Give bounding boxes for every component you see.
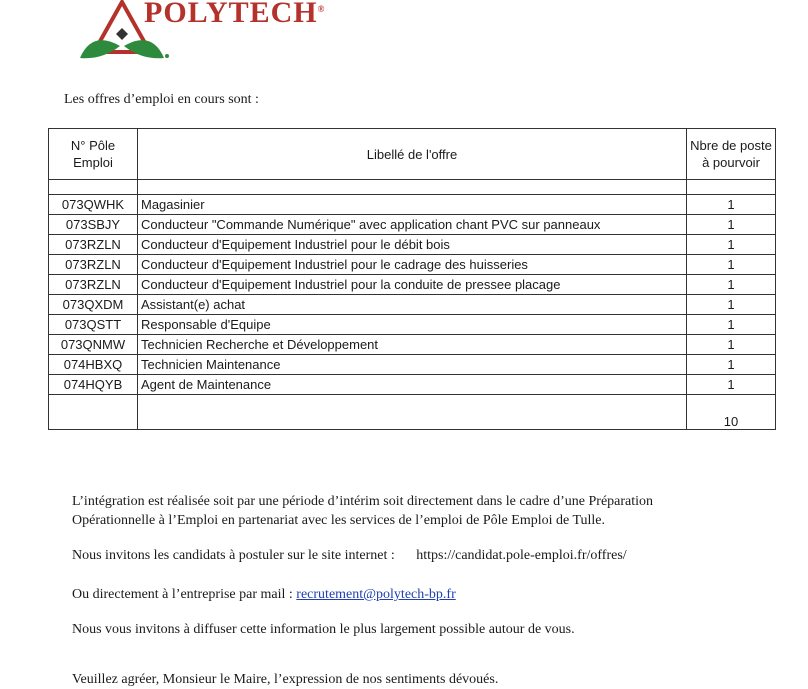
share-paragraph: Nous vous invitons à diffuser cette information le plus largement possible autour de vous.	[72, 622, 575, 637]
header-label: Libellé de l'offre	[138, 129, 687, 180]
header-count: Nbre de poste à pourvoir	[687, 129, 776, 180]
table-row	[49, 355, 776, 375]
mail-text: Ou directement à l’entreprise par mail :	[72, 587, 293, 602]
offer-count: 1	[687, 375, 776, 395]
table-row	[49, 375, 776, 395]
offer-label: Conducteur d'Equipement Industriel pour le débit bois	[138, 235, 687, 255]
offer-label: Conducteur "Commande Numérique" avec application chant PVC sur panneaux	[138, 215, 687, 235]
total-count: 10	[687, 395, 776, 430]
mail-paragraph	[72, 585, 456, 604]
offer-label: Responsable d'Equipe	[138, 315, 687, 335]
offer-code: 073QNMW	[49, 335, 138, 355]
table-row	[49, 195, 776, 215]
offer-count: 1	[687, 235, 776, 255]
offer-count: 1	[687, 295, 776, 315]
offer-code: 073RZLN	[49, 275, 138, 295]
offer-count: 1	[687, 275, 776, 295]
offer-count: 1	[687, 255, 776, 275]
integration-paragraph: L’intégration est réalisée soit par une période d’intérim soit directement dans le cadre d’une Préparation Opérationnelle à l’Emploi en partenariat avec les services de l’emploi de Pôle Emploi de Tulle.	[72, 494, 654, 528]
company-name: POLYTECH®	[144, 0, 326, 29]
offer-code: 073RZLN	[49, 255, 138, 275]
table-row	[49, 315, 776, 335]
table-row	[49, 275, 776, 295]
header-code: N° Pôle Emploi	[49, 129, 138, 180]
offer-code: 073QWHK	[49, 195, 138, 215]
company-logo	[72, 0, 372, 66]
offer-code: 074HQYB	[49, 375, 138, 395]
offer-label: Agent de Maintenance	[138, 375, 687, 395]
offer-label: Assistant(e) achat	[138, 295, 687, 315]
table-row	[49, 295, 776, 315]
table-row	[49, 215, 776, 235]
offer-count: 1	[687, 195, 776, 215]
invite-paragraph	[72, 546, 627, 565]
offer-label: Technicien Maintenance	[138, 355, 687, 375]
table-row	[49, 255, 776, 275]
closing-paragraph: Veuillez agréer, Monsieur le Maire, l’expression de nos sentiments dévoués.	[72, 672, 499, 687]
table-header-row	[49, 129, 776, 180]
offer-count: 1	[687, 315, 776, 335]
offer-code: 074HBXQ	[49, 355, 138, 375]
offer-code: 073QSTT	[49, 315, 138, 335]
offer-count: 1	[687, 355, 776, 375]
offer-label: Conducteur d'Equipement Industriel pour le cadrage des huisseries	[138, 255, 687, 275]
offer-count: 1	[687, 335, 776, 355]
offer-code: 073SBJY	[49, 215, 138, 235]
recruitment-email-link[interactable]: recrutement@polytech-bp.fr	[296, 587, 456, 602]
offer-label: Magasinier	[138, 195, 687, 215]
job-offers-table	[48, 128, 776, 430]
invite-text: Nous invitons les candidats à postuler sur le site internet :	[72, 548, 395, 563]
table-total-row	[49, 395, 776, 430]
offer-label: Conducteur d'Equipement Industriel pour la conduite de pressee placage	[138, 275, 687, 295]
offer-count: 1	[687, 215, 776, 235]
application-url[interactable]: https://candidat.pole-emploi.fr/offres/	[416, 548, 627, 563]
table-spacer-row	[49, 180, 776, 195]
table-row	[49, 335, 776, 355]
intro-text: Les offres d’emploi en cours sont :	[64, 92, 259, 107]
offer-code: 073QXDM	[49, 295, 138, 315]
offer-label: Technicien Recherche et Développement	[138, 335, 687, 355]
offer-code: 073RZLN	[49, 235, 138, 255]
table-row	[49, 235, 776, 255]
